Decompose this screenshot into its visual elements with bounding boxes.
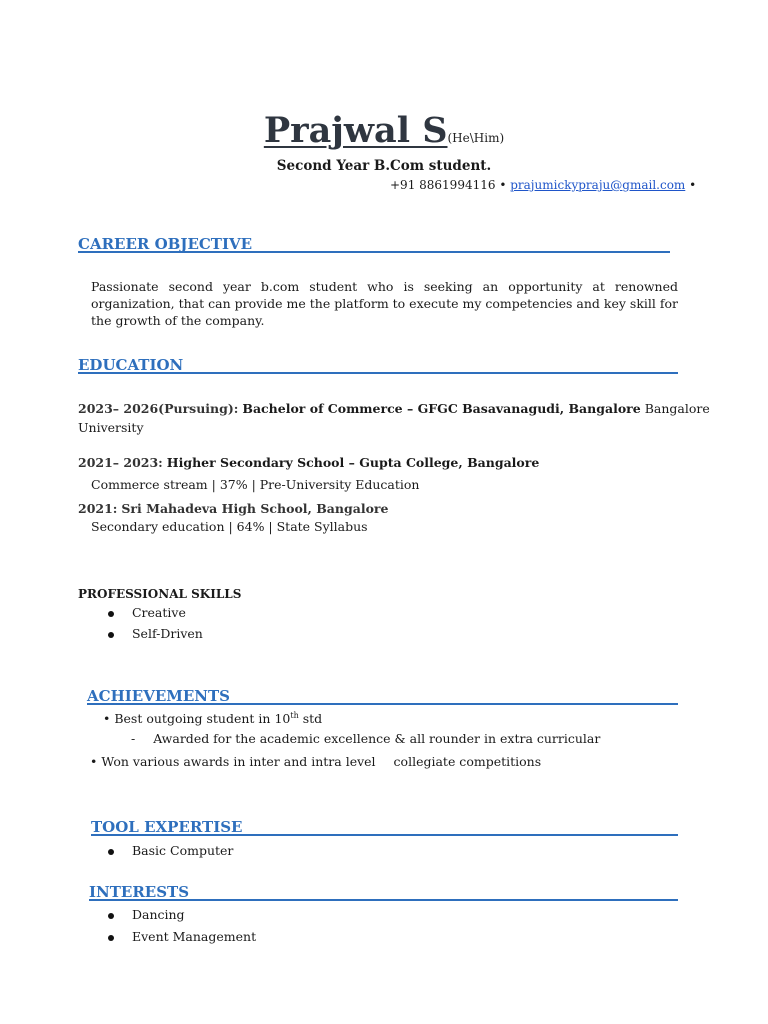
- interest-label: Dancing: [131, 907, 185, 922]
- education-years: 2021:: [78, 501, 118, 516]
- section-divider: [91, 834, 678, 836]
- achievement-text: • Best outgoing student in 10: [103, 711, 291, 727]
- education-entry-3: [78, 501, 388, 516]
- career-objective-heading: CAREER OBJECTIVE: [78, 235, 253, 253]
- achievement-subitem: [131, 731, 600, 746]
- interest-label: Event Management: [131, 929, 257, 944]
- achievement-subtext: Awarded for the academic excellence & all rounder in extra curricular: [153, 731, 601, 746]
- email-link[interactable]: prajumickypraju@gmail.com: [510, 178, 686, 192]
- list-item: [108, 929, 256, 944]
- achievement-item: [90, 754, 541, 769]
- bullet-icon: [108, 913, 114, 919]
- skills-heading: PROFESSIONAL SKILLS: [78, 587, 242, 601]
- skill-label: Self-Driven: [131, 626, 203, 641]
- section-divider: [78, 251, 670, 253]
- tool-expertise-heading: TOOL EXPERTISE: [91, 818, 243, 836]
- subtitle: Second Year B.Com student.: [276, 158, 492, 174]
- separator: •: [689, 178, 697, 192]
- education-detail: Secondary education | 64% | State Syllabus: [91, 519, 368, 534]
- achievements-heading: ACHIEVEMENTS: [87, 687, 231, 705]
- resume-header: [0, 110, 768, 151]
- education-years: 2023– 2026(Pursuing):: [78, 401, 239, 416]
- bullet-icon: [108, 935, 114, 941]
- list-item: [108, 626, 203, 641]
- education-title: Bachelor of Commerce – GFGC Basavanagudi, Bangalore: [242, 401, 641, 416]
- education-extra-line: University: [78, 420, 144, 435]
- education-heading: EDUCATION: [78, 356, 184, 374]
- tool-label: Basic Computer: [131, 843, 234, 858]
- education-entry-2: [78, 455, 539, 470]
- section-divider: [78, 372, 678, 374]
- education-extra: Bangalore: [644, 401, 710, 416]
- pronouns: (He\Him): [447, 131, 505, 145]
- achievement-item: [103, 711, 322, 726]
- education-title: Sri Mahadeva High School, Bangalore: [121, 501, 389, 516]
- education-title: Higher Secondary School – Gupta College, Bangalore: [166, 455, 540, 470]
- phone-number: +91 8861994116: [390, 178, 496, 192]
- section-divider: [89, 899, 678, 901]
- list-item: [108, 843, 233, 858]
- interests-heading: INTERESTS: [89, 883, 190, 901]
- career-objective-text: Passionate second year b.com student who is seeking an opportunity at renowned organization, that can provide me the platform to execute my competencies and key skill for the growth of the company.: [91, 279, 678, 328]
- skill-label: Creative: [131, 605, 186, 620]
- education-detail: Commerce stream | 37% | Pre-University Education: [91, 477, 420, 492]
- education-years: 2021– 2023:: [78, 455, 163, 470]
- superscript: th: [290, 711, 299, 720]
- list-item: [108, 605, 186, 620]
- list-item: [108, 907, 185, 922]
- achievement-text-tail: collegiate competitions: [393, 754, 542, 769]
- bullet-icon: [108, 611, 114, 617]
- candidate-name: Prajwal S: [263, 110, 448, 151]
- contact-line: [390, 178, 696, 192]
- dash: -: [131, 731, 136, 746]
- achievement-text: • Won various awards in inter and intra level: [90, 754, 376, 769]
- section-divider: [87, 703, 678, 705]
- achievement-text-suffix: std: [298, 711, 323, 727]
- separator: •: [499, 178, 507, 192]
- bullet-icon: [108, 849, 114, 855]
- education-entry-1: [78, 401, 710, 416]
- bullet-icon: [108, 632, 114, 638]
